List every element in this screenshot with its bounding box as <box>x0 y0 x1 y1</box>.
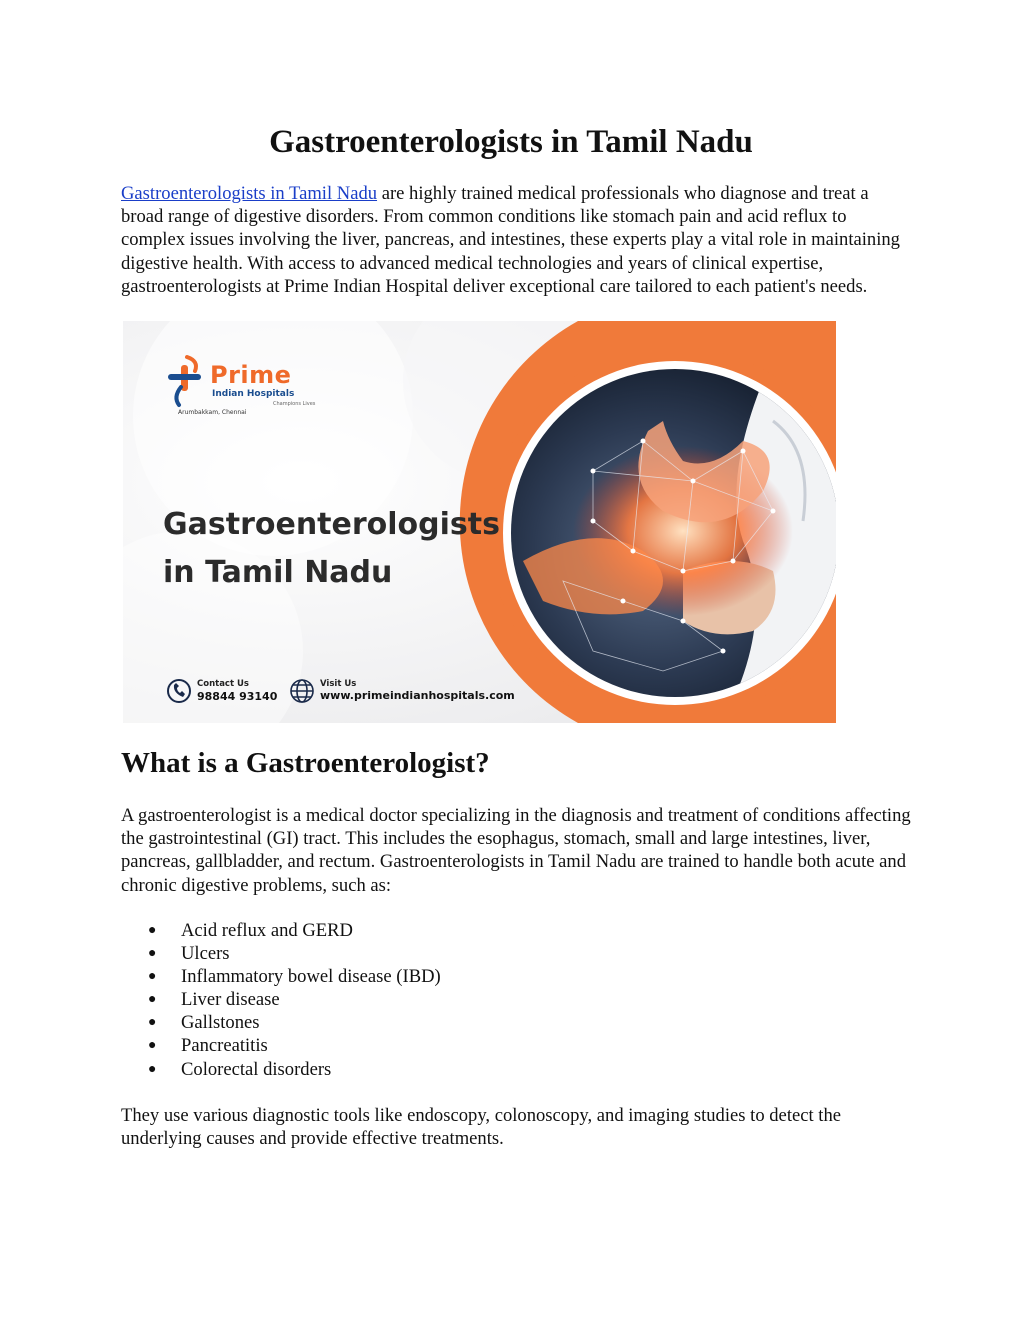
list-item: ● Gallstones <box>148 1012 260 1034</box>
banner-logo-name: Prime <box>210 361 292 389</box>
bullet-icon: ● <box>148 946 157 962</box>
bullet-icon: ● <box>148 923 157 938</box>
intro-link[interactable]: Gastroenterologists in Tamil Nadu <box>121 183 378 204</box>
conditions-list <box>121 919 441 1081</box>
visit-label: Visit Us <box>320 679 357 689</box>
intro-paragraph <box>121 182 911 298</box>
banner-location: Arumbakkam, Chennai <box>178 409 247 416</box>
intro-text: are highly trained medical professionals who diagnose and treat a broad range of digestive disorders. From common conditions like stomach pain and acid reflux to complex issues involving the liver, pancreas, and intestines, these experts play a vital role in maintaining digestive health. With access to advanced medical technologies and years of clinical expertise, gastroenterologists at Prime Indian Hospital deliver exceptional care tailored to each patient's needs. <box>121 183 900 297</box>
list-item: ● Liver disease <box>148 989 280 1011</box>
contact-phone: 98844 93140 <box>197 690 278 703</box>
bullet-icon: ● <box>148 1061 157 1077</box>
section-heading: What is a Gastroenterologist? <box>121 747 490 779</box>
banner-image <box>123 321 836 723</box>
list-item: ● Ulcers <box>148 943 230 965</box>
bullet-icon: ● <box>148 992 157 1008</box>
contact-label: Contact Us <box>197 679 249 689</box>
banner-logo-subtitle: Indian Hospitals <box>212 389 295 399</box>
banner-logo-tagline: Champions Lives <box>273 401 316 407</box>
banner-headline <box>163 501 500 597</box>
page-title: Gastroenterologists in Tamil Nadu <box>269 124 753 160</box>
list-item: ● Inflammatory bowel disease (IBD) <box>148 966 441 988</box>
section-paragraph: A gastroenterologist is a medical doctor specializing in the diagnosis and treatment of conditions affecting the gastrointestinal (GI) tract. This includes the esophagus, stomach, small and large intestines, liver, pancreas, gallbladder, and rectum. Gastroenterologists in Tamil Nadu are trained to handle both acute and chronic digestive problems, such as: <box>121 805 911 896</box>
bullet-icon: ● <box>148 969 157 985</box>
bullet-icon: ● <box>148 1038 157 1054</box>
closing-paragraph: They use various diagnostic tools like endoscopy, colonoscopy, and imaging studies to detect the underlying causes and provide effective treatments. <box>121 1105 842 1150</box>
banner-headline-line1: Gastroenterologists <box>163 507 500 542</box>
list-item: ● Pancreatitis <box>148 1035 268 1057</box>
visit-url: www.primeindianhospitals.com <box>320 689 515 702</box>
list-item: ● Colorectal disorders <box>148 1058 332 1080</box>
list-item: ● Acid reflux and GERD <box>148 920 353 941</box>
banner-headline-line2: in Tamil Nadu <box>163 555 393 590</box>
bullet-icon: ● <box>148 1015 157 1031</box>
